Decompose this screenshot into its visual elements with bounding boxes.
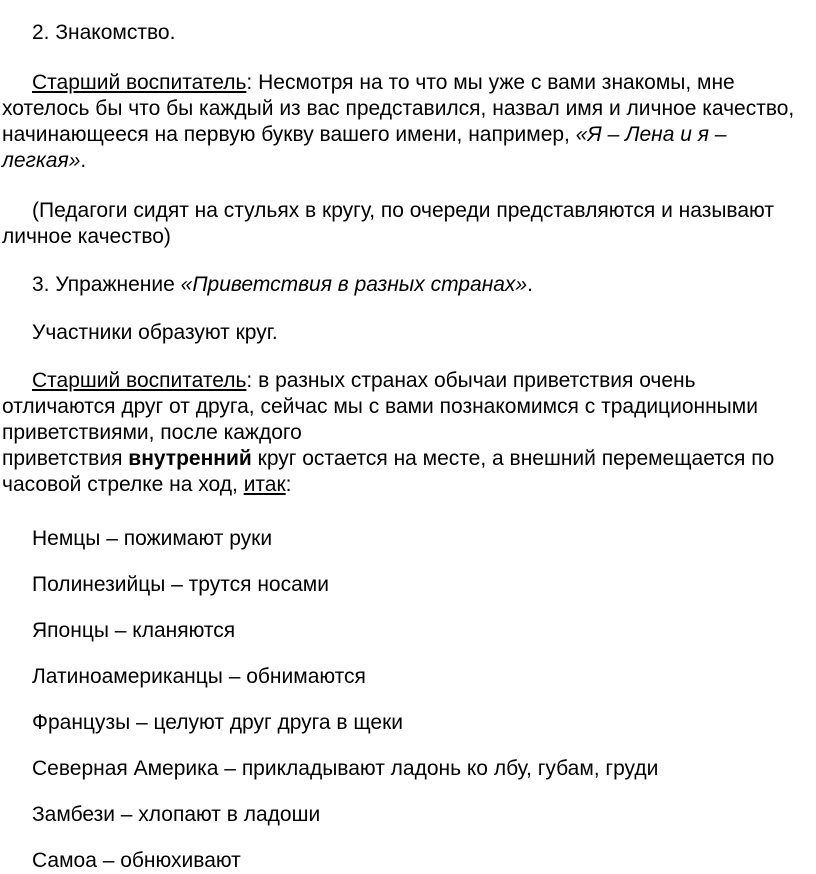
speaker-label: Старший воспитатель <box>32 71 247 94</box>
paragraph-instructions <box>2 368 808 498</box>
instructions-colon: : <box>285 473 292 496</box>
instructions-text-1: : в разных странах обычаи приветствия очень отличаются друг от друга, сейчас мы с вами познакомимся с традиционными приветствиями, после каждого <box>2 369 758 444</box>
instructions-bold: внутренний <box>128 447 252 470</box>
paragraph-intro-text: Несмотря на то что мы уже с вами знакомы, мне хотелось бы что бы каждый из вас представился, назвал имя и личное качество, начинающееся на первую букву вашего имени, например, <box>2 71 795 146</box>
list-item: Самоа – обнюхивают <box>32 849 241 872</box>
instructions-text-2: приветствия <box>2 447 129 470</box>
section-3-prefix: 3. Упражнение <box>32 273 181 296</box>
section-3-heading <box>2 272 808 298</box>
greetings-list <box>2 526 808 874</box>
list-item: Французы – целуют друг друга в щеки <box>32 711 404 734</box>
section-3-title: «Приветствия в разных странах» <box>180 273 528 296</box>
instructions-underline: итак <box>243 473 286 496</box>
paragraph-remark: (Педагоги сидят на стульях в кругу, по очереди представляются и называют личное качество) <box>2 199 774 248</box>
speaker-label-2: Старший воспитатель <box>32 369 247 392</box>
list-item: Замбези – хлопают в ладоши <box>32 803 321 826</box>
paragraph-intro <box>2 70 808 174</box>
example-quote: «Я – Лена и я – легкая» <box>2 123 727 172</box>
paragraph-participants: Участники образуют круг. <box>32 321 278 344</box>
list-item: Немцы – пожимают руки <box>32 527 273 550</box>
section-3-end: . <box>527 273 533 296</box>
instructions-text-3: круг остается на месте, а внешний перемещается по часовой стрелке на ход, <box>2 447 775 496</box>
list-item: Полинезийцы – трутся носами <box>32 573 329 596</box>
list-item: Северная Америка – прикладывают ладонь ко лбу, губам, груди <box>32 757 659 780</box>
list-item: Латиноамериканцы – обнимаются <box>32 665 366 688</box>
paragraph-intro-end: . <box>80 149 87 172</box>
list-item: Японцы – кланяются <box>32 619 236 642</box>
section-2-heading: 2. Знакомство. <box>32 21 176 44</box>
speaker-colon: : <box>246 71 253 94</box>
